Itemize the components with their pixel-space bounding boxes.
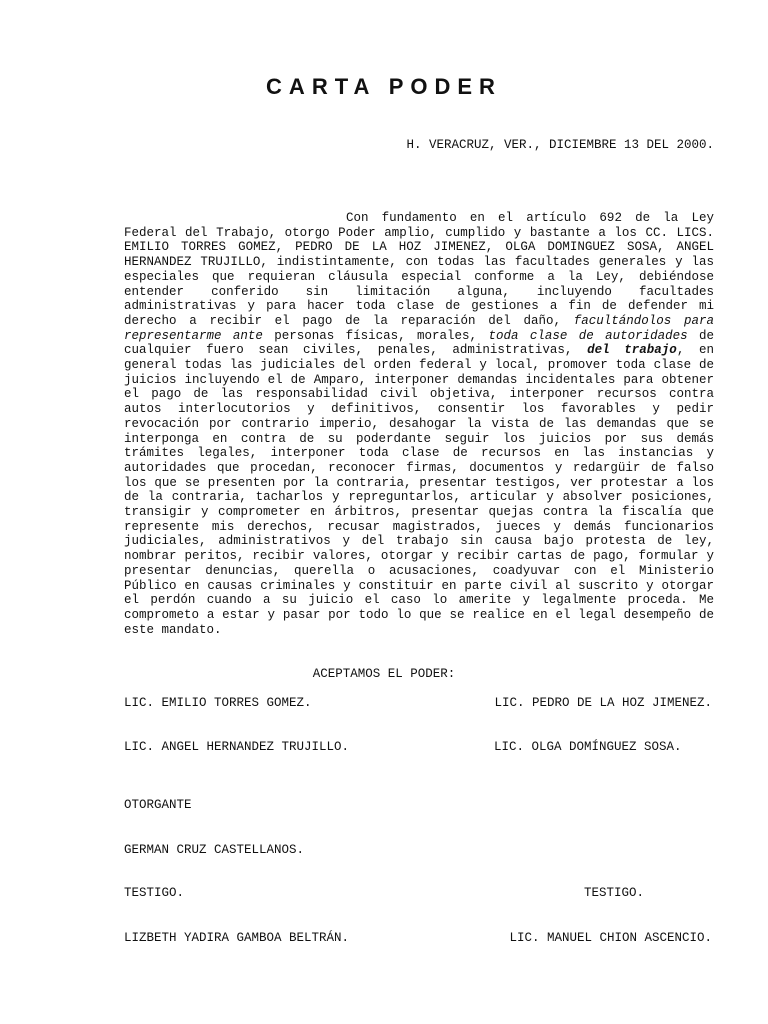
body-text-3: de cualquier fuero sean civiles, penales, administrativas, [124, 328, 714, 358]
body-text-4: , en general todas las judiciales del orden federal y local, promover toda clase de juicios incluyendo el de Amparo, interponer demandas incidentales para obtener el pago de las responsabilidad civil objetiva, interponer recursos contra autos interlocutorios y definitivos, consentir los favorables y pedir revocación por contrario imperio, desahogar la vista de las demandas que se interponga en contra de su poderdante seguir los juicios por sus demás trámites legales, interponer toda clase de recursos en las instancias y autoridades que procedan, reconocer firmas, documentos y redargüir de falso los que se presenten por la contraria, presentar testigos, ver protestar a los de la contraria, tacharlos y repreguntarlos, articular y absolver posiciones, transigir y comprometer en árbitros, presentar quejas contra la fiscalía que represente mis derechos, recusar magistrados, jueces y demás funcionarios judiciales, administrativos y del trabajo sin causa bajo protesta de ley, nombrar peritos, recibir valores, otorgar y recibir cartas de pago, formular y presentar denuncias, querella o acusaciones, coadyuvar con el Ministerio Público en causas criminales y constituir en parte civil al suscrito y otorgar el perdón cuando a su juicio el caso lo amerite y legalmente proceda. Me comprometo a estar y pasar por todo lo que se realice en el legal desempeño de este mandato. [124, 343, 714, 637]
witness-name-left: LIZBETH YADIRA GAMBOA BELTRÁN. [124, 931, 350, 945]
acceptance-heading: ACEPTAMOS EL PODER: [312, 667, 456, 681]
signature-pedro: LIC. PEDRO DE LA HOZ JIMENEZ. [494, 696, 712, 710]
grantor-label: OTORGANTE [124, 798, 192, 812]
body-bold-1: del trabajo [587, 343, 677, 358]
body-text-2: personas físicas, morales, [274, 328, 478, 343]
signature-emilio: LIC. EMILIO TORRES GOMEZ. [124, 696, 312, 710]
witness-label-left: TESTIGO. [124, 886, 185, 900]
body-paragraph [124, 211, 714, 637]
witness-name-right: LIC. MANUEL CHION ASCENCIO. [509, 931, 712, 945]
signature-olga: LIC. OLGA DOMÍNGUEZ SOSA. [494, 740, 682, 754]
body-text-1: Con fundamento en el artículo 692 de la Ley Federal del Trabajo, otorgo Poder amplio, cumplido y bastante a los CC. LICS. EMILIO TORRES GOMEZ, PEDRO DE LA HOZ JIMENEZ, OLGA DOMINGUEZ SOSA, ANGEL HERNANDEZ TRUJILLO, indistintamente, con todas las facultades generales y las especiales que requieran cláusula especial conforme a la Ley, debiéndose entender conferido sin limitación alguna, incluyendo facultades administrativas y para hacer toda clase de gestiones a fin de defender mi derecho a recibir el pago de la reparación del daño, [124, 211, 714, 328]
dateline: H. VERACRUZ, VER., DICIEMBRE 13 DEL 2000. [406, 138, 714, 152]
body-italic-2: toda clase de autoridades [488, 328, 688, 343]
signature-angel: LIC. ANGEL HERNANDEZ TRUJILLO. [124, 740, 350, 754]
body-italic-1: facultándolos para representarme ante [124, 313, 714, 343]
document-title: CARTA PODER [266, 74, 502, 99]
witness-label-right: TESTIGO. [584, 886, 645, 900]
grantor-name: GERMAN CRUZ CASTELLANOS. [124, 843, 305, 857]
